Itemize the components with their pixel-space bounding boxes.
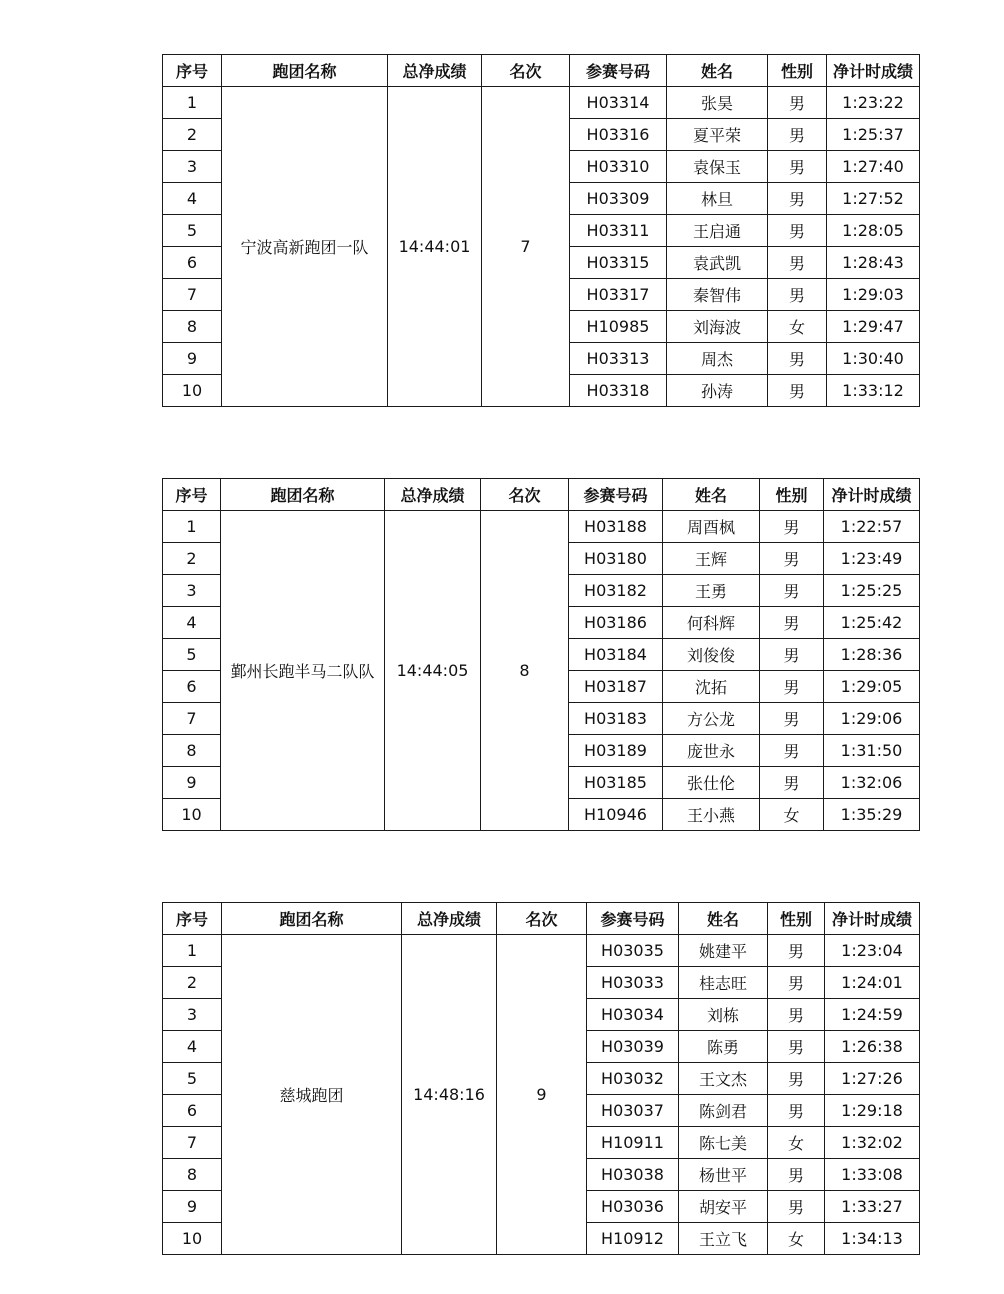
table-row — [163, 511, 920, 543]
runner-gender: 男 — [768, 935, 825, 967]
net-time: 1:33:08 — [825, 1159, 920, 1191]
runner-name: 周杰 — [667, 343, 768, 375]
net-time: 1:29:06 — [824, 703, 920, 735]
row-number: 5 — [163, 1063, 222, 1095]
row-number: 4 — [163, 1031, 222, 1063]
runner-name: 袁保玉 — [667, 151, 768, 183]
team-name: 鄞州长跑半马二队队 — [221, 511, 385, 831]
runner-name: 张仕伦 — [663, 767, 760, 799]
total-net-time: 14:48:16 — [402, 935, 497, 1255]
col-header-name: 姓名 — [667, 55, 768, 87]
runner-name: 胡安平 — [679, 1191, 768, 1223]
net-time: 1:25:37 — [827, 119, 920, 151]
runner-gender: 男 — [768, 151, 827, 183]
col-header-total: 总净成绩 — [388, 55, 482, 87]
net-time: 1:25:25 — [824, 575, 920, 607]
runner-gender: 男 — [760, 575, 824, 607]
bib-number: H03035 — [587, 935, 679, 967]
col-header-no: 序号 — [163, 479, 221, 511]
net-time: 1:23:04 — [825, 935, 920, 967]
col-header-team: 跑团名称 — [221, 479, 385, 511]
net-time: 1:28:36 — [824, 639, 920, 671]
row-number: 3 — [163, 999, 222, 1031]
bib-number: H03183 — [569, 703, 663, 735]
row-number: 5 — [163, 215, 222, 247]
runner-gender: 男 — [768, 279, 827, 311]
runner-name: 张昊 — [667, 87, 768, 119]
bib-number: H03187 — [569, 671, 663, 703]
col-header-time: 净计时成绩 — [825, 903, 920, 935]
col-header-time: 净计时成绩 — [827, 55, 920, 87]
runner-name: 何科辉 — [663, 607, 760, 639]
runner-name: 林旦 — [667, 183, 768, 215]
col-header-name: 姓名 — [663, 479, 760, 511]
runner-name: 周酉枫 — [663, 511, 760, 543]
runner-gender: 男 — [768, 967, 825, 999]
net-time: 1:31:50 — [824, 735, 920, 767]
runner-gender: 男 — [760, 735, 824, 767]
header-row — [163, 55, 920, 87]
bib-number: H10912 — [587, 1223, 679, 1255]
runner-gender: 男 — [760, 543, 824, 575]
bib-number: H03038 — [587, 1159, 679, 1191]
net-time: 1:33:12 — [827, 375, 920, 407]
col-header-rank: 名次 — [497, 903, 587, 935]
net-time: 1:29:05 — [824, 671, 920, 703]
runner-name: 陈七美 — [679, 1127, 768, 1159]
net-time: 1:24:59 — [825, 999, 920, 1031]
row-number: 8 — [163, 311, 222, 343]
runner-name: 王勇 — [663, 575, 760, 607]
bib-number: H03189 — [569, 735, 663, 767]
row-number: 4 — [163, 607, 221, 639]
col-header-team: 跑团名称 — [222, 903, 402, 935]
bib-number: H03185 — [569, 767, 663, 799]
row-number: 2 — [163, 543, 221, 575]
net-time: 1:23:49 — [824, 543, 920, 575]
col-header-rank: 名次 — [482, 55, 570, 87]
row-number: 3 — [163, 575, 221, 607]
net-time: 1:22:57 — [824, 511, 920, 543]
net-time: 1:27:26 — [825, 1063, 920, 1095]
team-rank: 8 — [481, 511, 569, 831]
runner-name: 沈拓 — [663, 671, 760, 703]
team-rank: 7 — [482, 87, 570, 407]
col-header-gender: 性别 — [760, 479, 824, 511]
bib-number: H03313 — [570, 343, 667, 375]
net-time: 1:26:38 — [825, 1031, 920, 1063]
row-number: 7 — [163, 1127, 222, 1159]
header-row — [163, 903, 920, 935]
runner-name: 王小燕 — [663, 799, 760, 831]
bib-number: H03184 — [569, 639, 663, 671]
runner-gender: 女 — [768, 1223, 825, 1255]
bib-number: H10911 — [587, 1127, 679, 1159]
runner-gender: 男 — [768, 1095, 825, 1127]
team-results-table — [162, 478, 920, 831]
bib-number: H03186 — [569, 607, 663, 639]
row-number: 9 — [163, 1191, 222, 1223]
net-time: 1:28:05 — [827, 215, 920, 247]
col-header-time: 净计时成绩 — [824, 479, 920, 511]
bib-number: H03315 — [570, 247, 667, 279]
runner-name: 陈勇 — [679, 1031, 768, 1063]
runner-gender: 男 — [760, 607, 824, 639]
runner-name: 夏平荣 — [667, 119, 768, 151]
runner-gender: 男 — [768, 183, 827, 215]
runner-gender: 男 — [768, 999, 825, 1031]
row-number: 10 — [163, 799, 221, 831]
team-name: 宁波高新跑团一队 — [222, 87, 388, 407]
col-header-rank: 名次 — [481, 479, 569, 511]
team-results-table — [162, 902, 920, 1255]
net-time: 1:27:40 — [827, 151, 920, 183]
runner-gender: 男 — [768, 1191, 825, 1223]
bib-number: H03039 — [587, 1031, 679, 1063]
table-row — [163, 87, 920, 119]
bib-number: H03314 — [570, 87, 667, 119]
row-number: 1 — [163, 935, 222, 967]
runner-gender: 男 — [768, 87, 827, 119]
runner-name: 王立飞 — [679, 1223, 768, 1255]
bib-number: H03317 — [570, 279, 667, 311]
runner-name: 袁武凯 — [667, 247, 768, 279]
runner-gender: 男 — [768, 343, 827, 375]
runner-name: 方公龙 — [663, 703, 760, 735]
row-number: 10 — [163, 1223, 222, 1255]
row-number: 6 — [163, 671, 221, 703]
bib-number: H03310 — [570, 151, 667, 183]
header-row — [163, 479, 920, 511]
bib-number: H03311 — [570, 215, 667, 247]
row-number: 3 — [163, 151, 222, 183]
row-number: 8 — [163, 1159, 222, 1191]
runner-gender: 男 — [768, 119, 827, 151]
row-number: 9 — [163, 343, 222, 375]
net-time: 1:25:42 — [824, 607, 920, 639]
row-number: 9 — [163, 767, 221, 799]
runner-name: 王辉 — [663, 543, 760, 575]
runner-gender: 男 — [760, 511, 824, 543]
runner-name: 王文杰 — [679, 1063, 768, 1095]
team-results-table — [162, 54, 920, 407]
row-number: 1 — [163, 87, 222, 119]
net-time: 1:29:47 — [827, 311, 920, 343]
runner-name: 王启通 — [667, 215, 768, 247]
bib-number: H03032 — [587, 1063, 679, 1095]
runner-gender: 女 — [760, 799, 824, 831]
row-number: 8 — [163, 735, 221, 767]
runner-gender: 男 — [768, 375, 827, 407]
runner-gender: 男 — [768, 1031, 825, 1063]
runner-name: 刘栋 — [679, 999, 768, 1031]
total-net-time: 14:44:01 — [388, 87, 482, 407]
runner-name: 杨世平 — [679, 1159, 768, 1191]
net-time: 1:29:03 — [827, 279, 920, 311]
runner-name: 陈剑君 — [679, 1095, 768, 1127]
runner-name: 姚建平 — [679, 935, 768, 967]
runner-gender: 女 — [768, 1127, 825, 1159]
col-header-name: 姓名 — [679, 903, 768, 935]
bib-number: H03036 — [587, 1191, 679, 1223]
row-number: 6 — [163, 247, 222, 279]
row-number: 6 — [163, 1095, 222, 1127]
runner-gender: 男 — [760, 703, 824, 735]
net-time: 1:32:06 — [824, 767, 920, 799]
bib-number: H10985 — [570, 311, 667, 343]
net-time: 1:32:02 — [825, 1127, 920, 1159]
runner-gender: 男 — [768, 247, 827, 279]
net-time: 1:35:29 — [824, 799, 920, 831]
row-number: 10 — [163, 375, 222, 407]
net-time: 1:30:40 — [827, 343, 920, 375]
net-time: 1:27:52 — [827, 183, 920, 215]
col-header-no: 序号 — [163, 903, 222, 935]
runner-name: 庞世永 — [663, 735, 760, 767]
bib-number: H03033 — [587, 967, 679, 999]
net-time: 1:29:18 — [825, 1095, 920, 1127]
col-header-total: 总净成绩 — [385, 479, 481, 511]
row-number: 4 — [163, 183, 222, 215]
runner-gender: 男 — [768, 215, 827, 247]
row-number: 5 — [163, 639, 221, 671]
runner-name: 刘俊俊 — [663, 639, 760, 671]
row-number: 7 — [163, 279, 222, 311]
row-number: 1 — [163, 511, 221, 543]
col-header-team: 跑团名称 — [222, 55, 388, 87]
col-header-total: 总净成绩 — [402, 903, 497, 935]
bib-number: H03309 — [570, 183, 667, 215]
net-time: 1:23:22 — [827, 87, 920, 119]
row-number: 7 — [163, 703, 221, 735]
col-header-bib: 参赛号码 — [587, 903, 679, 935]
runner-gender: 男 — [760, 639, 824, 671]
runner-name: 孙涛 — [667, 375, 768, 407]
runner-name: 刘海波 — [667, 311, 768, 343]
runner-gender: 女 — [768, 311, 827, 343]
col-header-bib: 参赛号码 — [569, 479, 663, 511]
bib-number: H10946 — [569, 799, 663, 831]
total-net-time: 14:44:05 — [385, 511, 481, 831]
col-header-gender: 性别 — [768, 903, 825, 935]
table-row — [163, 935, 920, 967]
row-number: 2 — [163, 967, 222, 999]
net-time: 1:34:13 — [825, 1223, 920, 1255]
runner-gender: 男 — [768, 1159, 825, 1191]
bib-number: H03180 — [569, 543, 663, 575]
col-header-bib: 参赛号码 — [570, 55, 667, 87]
net-time: 1:28:43 — [827, 247, 920, 279]
runner-gender: 男 — [760, 767, 824, 799]
bib-number: H03182 — [569, 575, 663, 607]
team-rank: 9 — [497, 935, 587, 1255]
col-header-no: 序号 — [163, 55, 222, 87]
bib-number: H03316 — [570, 119, 667, 151]
runner-name: 秦智伟 — [667, 279, 768, 311]
bib-number: H03034 — [587, 999, 679, 1031]
net-time: 1:33:27 — [825, 1191, 920, 1223]
col-header-gender: 性别 — [768, 55, 827, 87]
row-number: 2 — [163, 119, 222, 151]
bib-number: H03037 — [587, 1095, 679, 1127]
team-name: 慈城跑团 — [222, 935, 402, 1255]
net-time: 1:24:01 — [825, 967, 920, 999]
bib-number: H03318 — [570, 375, 667, 407]
runner-name: 桂志旺 — [679, 967, 768, 999]
runner-gender: 男 — [760, 671, 824, 703]
runner-gender: 男 — [768, 1063, 825, 1095]
bib-number: H03188 — [569, 511, 663, 543]
